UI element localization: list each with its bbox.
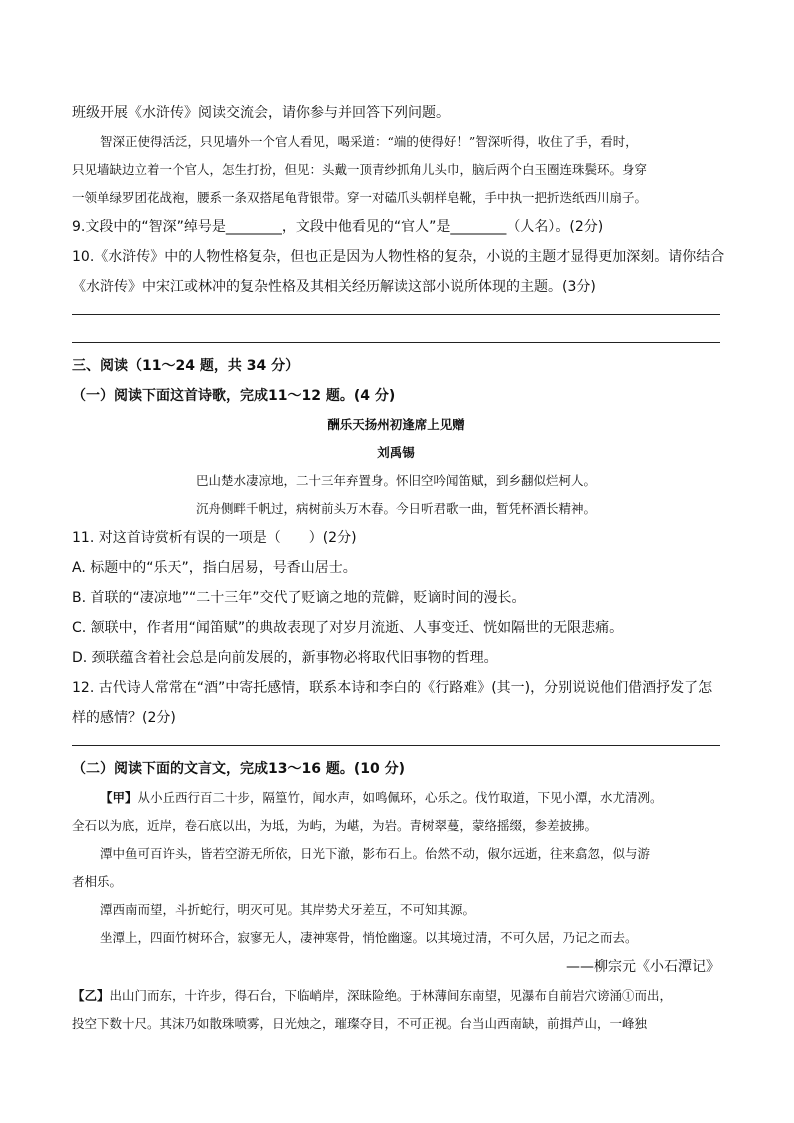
q11-option-c: C. 颔联中，作者用“闻笛赋”的典故表现了对岁月流逝、人事变迁、恍如隔世的无限悲痛。 (72, 620, 624, 636)
shz-intro: 班级开展《水浒传》阅读交流会，请你参与并回答下列问题。 (72, 105, 450, 121)
poem-title: 酬乐天扬州初逢席上见赠 (327, 417, 465, 432)
jia-p1-text-1: 从小丘西行百二十步，隔篁竹，闻水声，如鸣佩环，心乐之。伐竹取道，下见小潭，水尤清冽。 (137, 790, 663, 805)
question-10-line-2: 《水浒传》中宋江或林冲的复杂性格及其相关经历解读这部小说所体现的主题。(3分) (72, 279, 596, 295)
yi-line-2: 投空下数十尺。其沫乃如散珠喷雾，日光烛之，璀璨夺目，不可正视。台当山西南缺，前揖芦山，一峰独 (72, 1016, 648, 1031)
question-12-line-2: 样的感情？(2分) (72, 710, 176, 726)
q11-option-d: D. 颈联蕴含着社会总是向前发展的，新事物必将取代旧事物的哲理。 (72, 650, 498, 666)
jia-p3: 潭西南而望，斗折蛇行，明灭可见。其岸势犬牙差互，不可知其源。 (100, 902, 476, 917)
shz-passage-line-1: 智深正使得活泛，只见墙外一个官人看见，喝采道：“端的使得好！”智深听得，收住了手，看时， (100, 134, 638, 149)
q11-option-a: A. 标题中的“乐天”，指白居易，号香山居士。 (72, 560, 357, 576)
poem-line-2: 沉舟侧畔千帆过，病树前头万木春。今日听君歌一曲，暂凭杯酒长精神。 (195, 501, 596, 516)
jia-p1-line-1 (72, 784, 720, 812)
part2-heading: （二）阅读下面的文言文，完成13～16 题。(10 分) (72, 761, 405, 777)
q11-option-b: B. 首联的“凄凉地”“二十三年”交代了贬谪之地的荒僻，贬谪时间的漫长。 (72, 590, 526, 606)
yi-label: 【乙】 (72, 988, 110, 1003)
part1-heading: （一）阅读下面这首诗歌，完成11～12 题。(4 分) (72, 388, 396, 404)
exam-page (72, 98, 725, 1038)
jia-p4: 坐潭上，四面竹树环合，寂寥无人，凄神寒骨，悄怆幽邃。以其境过清，不可久居，乃记之而去。 (100, 930, 638, 945)
question-12-line-1: 12. 古代诗人常常在“酒”中寄托感情，联系本诗和李白的《行路难》(其一)，分别说说他们借酒抒发了怎 (72, 680, 713, 696)
question-9: 9.文段中的“智深”绰号是________，文段中他看见的“官人”是________（人名）。(2分) (72, 219, 604, 235)
question-11: 11. 对这首诗赏析有误的一项是（ ）(2分) (72, 530, 357, 546)
yi-text-1: 出山门而东，十许步，得石台，下临峭岸，深昧险绝。于林薄间东南望，见瀑布自前岩穴谤涌①而出， (109, 988, 673, 1003)
jia-source: ——柳宗元《小石潭记》 (566, 959, 720, 975)
poem-line-1: 巴山楚水凄凉地，二十三年弃置身。怀旧空吟闻笛赋，到乡翻似烂柯人。 (195, 473, 596, 488)
jia-p1-line-2: 全石以为底，近岸，卷石底以出，为坻，为屿，为嵁，为岩。青树翠蔓，蒙络摇缀，参差披拂。 (72, 818, 598, 833)
question-10-line-1: 10.《水浒传》中的人物性格复杂，但也正是因为人物性格的复杂，小说的主题才显得更加深刻。请你结合 (72, 249, 725, 265)
section3-title: 三、阅读（11～24 题，共 34 分） (72, 358, 300, 374)
yi-line-1 (72, 982, 720, 1010)
poem-author: 刘禹锡 (377, 445, 415, 460)
shz-passage-line-3: 一领单绿罗团花战袍，腰系一条双搭尾龟背银带。穿一对磕爪头朝样皂靴，手中执一把折迭纸西川扇子。 (72, 190, 648, 205)
jia-label: 【甲】 (100, 790, 138, 805)
jia-p2-line-2: 者相乐。 (72, 874, 123, 889)
shz-passage-line-2: 只见墙缺边立着一个官人，怎生打扮，但见：头戴一顶青纱抓角儿头巾，脑后两个白玉圈连珠鬓环。身穿 (72, 162, 648, 177)
jia-p2-line-1: 潭中鱼可百许头，皆若空游无所依，日光下澈，影布石上。佁然不动，俶尔远逝，往来翕忽，似与游 (100, 846, 651, 861)
